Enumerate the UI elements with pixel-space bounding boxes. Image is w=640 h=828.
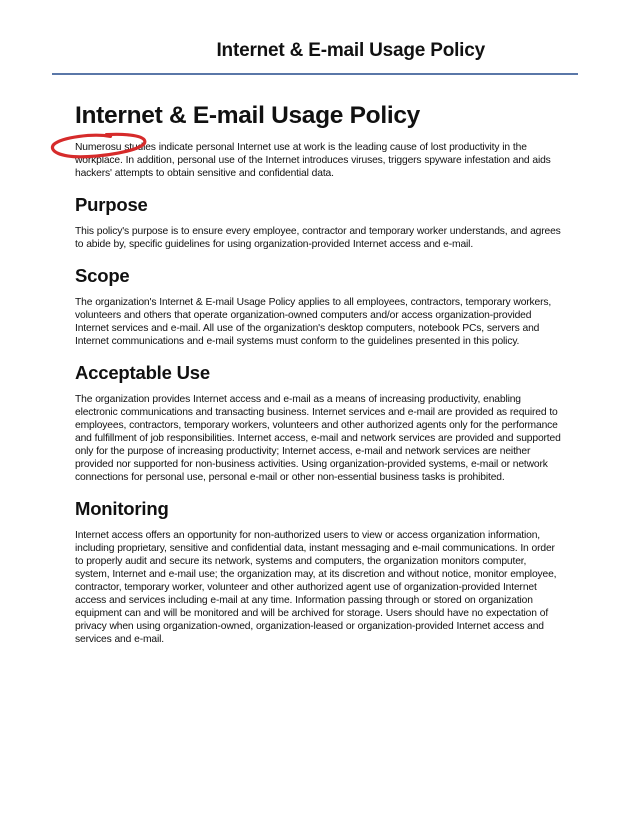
document-title: Internet & E-mail Usage Policy [75, 102, 420, 129]
section-body-purpose: This policy's purpose is to ensure every employee, contractor and temporary worker understands, and agrees to abide by, specific guidelines for using organization-provided Internet access and e-mail. [75, 226, 561, 250]
intro-paragraph: Numerosu studies indicate personal Internet use at work is the leading cause of lost productivity in the workplace. In addition, personal use of the Internet introduces viruses, triggers spyware infestation and aids hackers' attempts to obtain sensitive and confidential data. [75, 142, 551, 179]
intro-block [75, 141, 561, 180]
section-body-acceptable-use: The organization provides Internet access and e-mail as a means of increasing productivity, enabling electronic communications and transacting business. Internet services and e-mail are provided as required to employees, contractors, temporary workers, volunteers and other authorized agents only for the performance and fulfillment of job responsibilities. Internet access, e-mail and network services are provided and supported only for the purpose of increasing productivity; Internet access, e-mail and network services are neither provided nor supported for non-business activities. Using organization-provided systems, e-mail or network connections for personal use, personal e-mail or other non-essential business tasks is prohibited. [75, 394, 561, 483]
running-header: Internet & E-mail Usage Policy [216, 40, 485, 61]
header-rule [52, 73, 578, 75]
section-heading-monitoring: Monitoring [75, 498, 169, 519]
document-body [75, 101, 561, 646]
section-body-monitoring: Internet access offers an opportunity for non-authorized users to view or access organization information, including proprietary, sensitive and confidential data, instant messaging and e-mail communications. In order to properly audit and secure its network, systems and computers, the organization monitors computer, system, Internet and e-mail use; the organization may, at its discretion and without notice, monitor employee, contractor, temporary worker, volunteer and other authorized agent use of organization-provided Internet access and services including e-mail at any time. Information passing through or stored on organization equipment can and will be monitored and will be archived for storage. Users should have no expectation of privacy when using organization-owned, organization-leased or organization-provided Internet access and services and e-mail. [75, 530, 557, 645]
section-heading-acceptable-use: Acceptable Use [75, 362, 210, 383]
section-heading-purpose: Purpose [75, 194, 148, 215]
section-heading-scope: Scope [75, 265, 130, 286]
section-body-scope: The organization's Internet & E-mail Usage Policy applies to all employees, contractors, temporary workers, volunteers and others that operate organization-owned computers and/or access organization-provided Internet services and e-mail. All use of the organization's desktop computers, notebook PCs, servers and Internet communications and e-mail systems must conform to the guidelines presented in this policy. [75, 297, 552, 347]
